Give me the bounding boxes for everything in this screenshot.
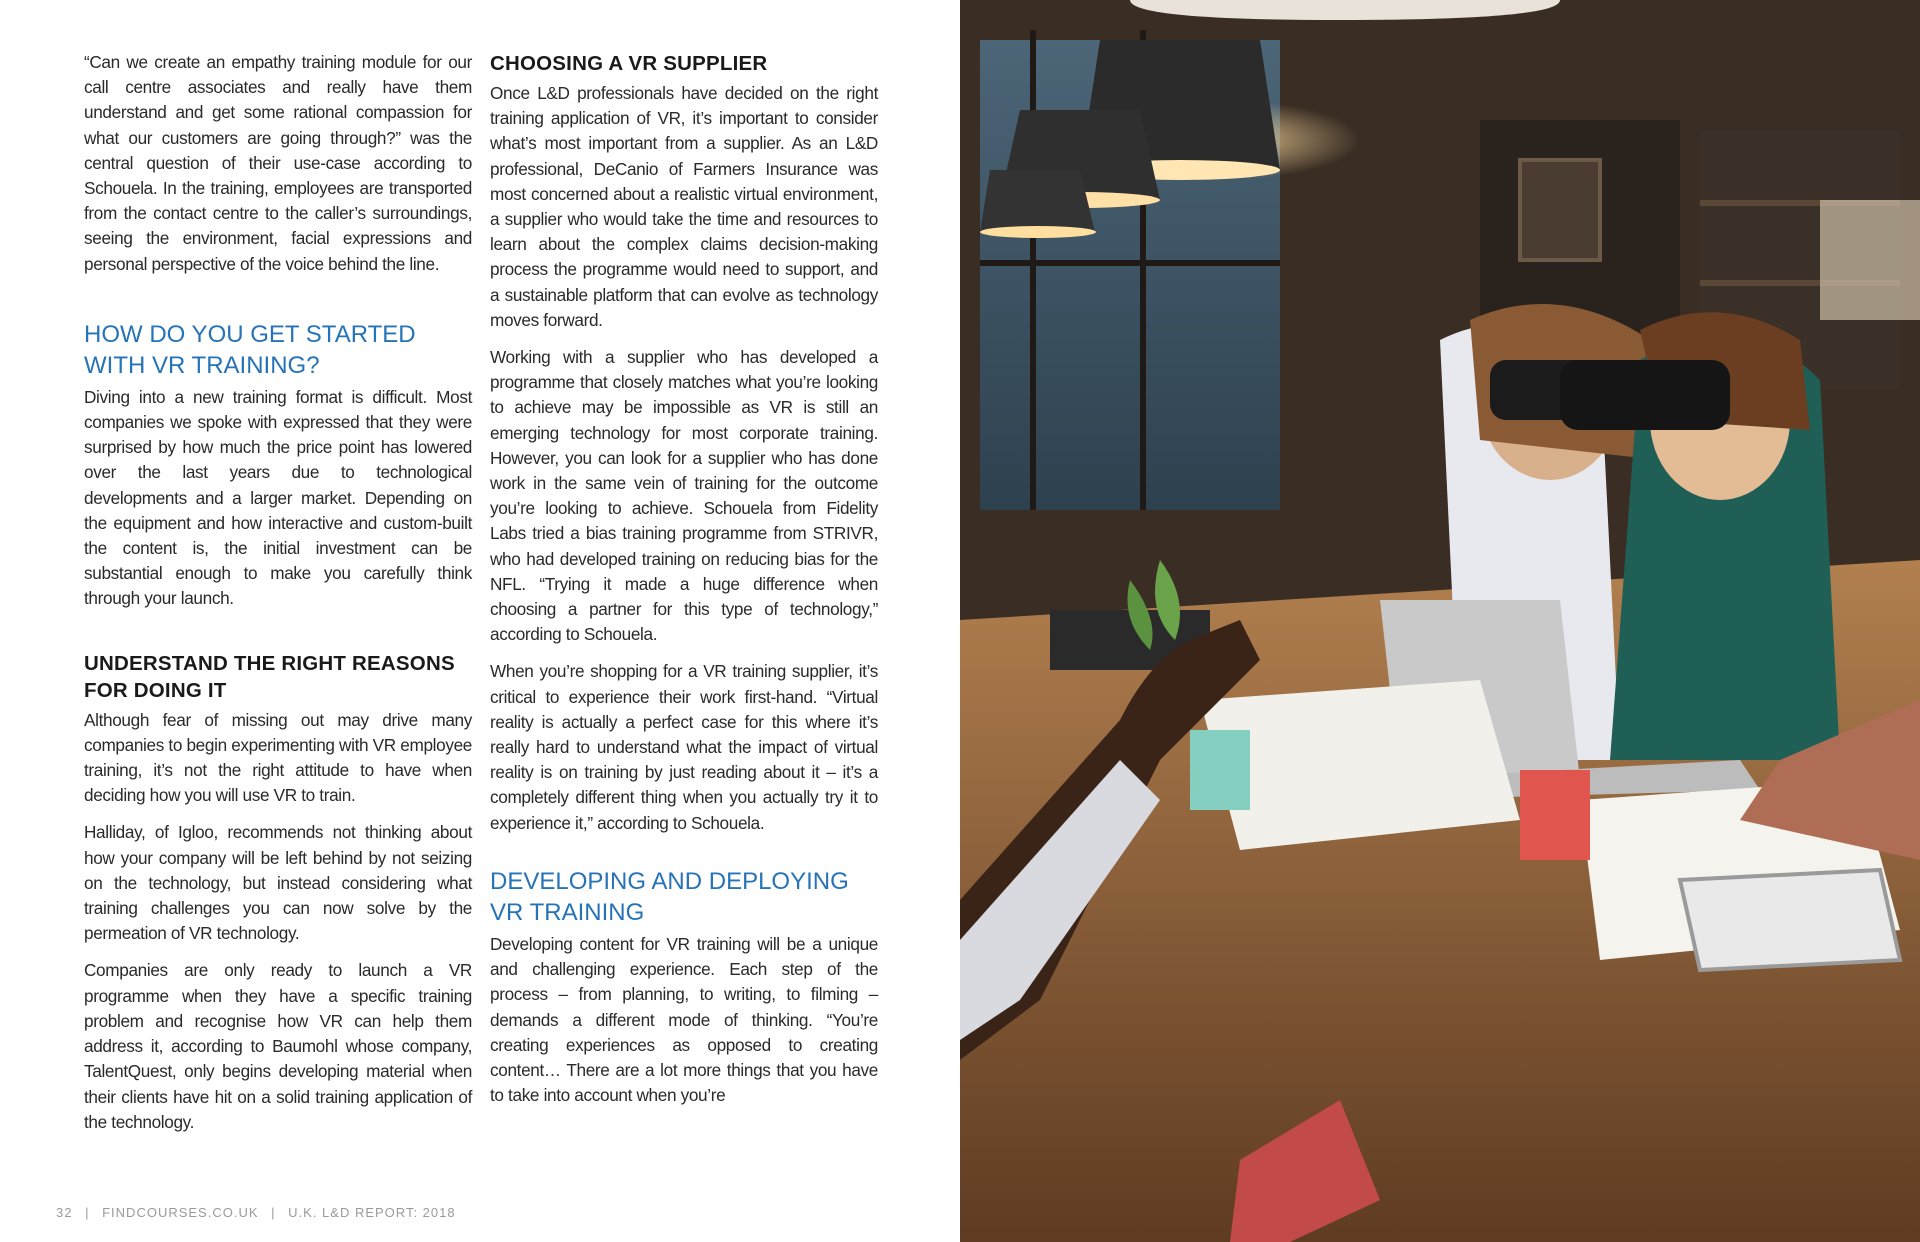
heading-get-started: HOW DO YOU GET STARTED WITH VR TRAINING? (84, 320, 416, 379)
supplier-paragraph-1: Once L&D professionals have decided on the right training application of VR, it’s important to consider what’s most important from a supplier. As an L&D professional, DeCanio of Farmers Insurance was most concerned about a realistic virtual environment, a supplier who would take the time and resources to learn about the complex claims decision-making process the programme would need to support, and a sustainable platform that can evolve as technology moves forward. (490, 83, 878, 330)
reasons-paragraph-3: Companies are only ready to launch a VR programme when they have a specific training problem and recognise how VR can help them address it, according to Baumohl whose company, TalentQuest, only begins developing material when their clients have hit on a solid training application of the technology. (84, 960, 472, 1132)
footer-report: U.K. L&D REPORT: 2018 (288, 1205, 456, 1220)
get-started-paragraph: Diving into a new training format is difficult. Most companies we spoke with expressed that they were surprised by how much the price point has lowered over the last years due to technological developments and a larger market. Depending on the equipment and how interactive and custom-built the content is, the initial investment can be substantial enough to make you carefully think through your launch. (84, 386, 472, 609)
page-footer (56, 1205, 464, 1220)
developing-paragraph: Developing content for VR training will be a unique and challenging experience. Each step of the process – from planning, to writing, to filming – demands a different mode of thinking. “You’re creating experiences as opposed to creating content… There are a lot more things that you have to take into account when you’re (490, 933, 878, 1106)
footer-separator-2: | (271, 1205, 276, 1220)
photo-illustration (960, 0, 1920, 1242)
left-column (84, 50, 472, 1147)
footer-site: FINDCOURSES.CO.UK (102, 1205, 259, 1220)
intro-paragraph: “Can we create an empathy training module for our call centre associates and really have them understand and get some rational compassion for what our customers are going through?” was the central question of their use-case according to Schouela. In the training, employees are transported from the contact centre to the caller’s surroundings, seeing the environment, facial expressions and personal perspective of the voice behind the line. (84, 52, 472, 274)
heading-developing: DEVELOPING AND DEPLOYING VR TRAINING (490, 867, 849, 926)
footer-page-number: 32 (56, 1205, 73, 1220)
reasons-paragraph-2: Halliday, of Igloo, recommends not thinking about how your company will be left behind by not seizing on the technology, but instead considering what training challenges you can now solve by the permeation of VR technology. (84, 822, 472, 944)
footer-separator: | (85, 1205, 90, 1220)
heading-supplier: CHOOSING A VR SUPPLIER (490, 52, 768, 75)
right-column (490, 50, 878, 1120)
reasons-paragraph-1: Although fear of missing out may drive many companies to begin experimenting with VR employee training, it’s not the right attitude to have when deciding how you will use VR to train. (84, 709, 472, 806)
supplier-paragraph-3: When you’re shopping for a VR training supplier, it’s critical to experience their work first-hand. “Virtual reality is actually a perfect case for this where it’s really hard to understand what the impact of virtual reality is on training by just reading about it – it’s a completely different thing when you actually try it to experience it,” according to Schouela. (490, 661, 878, 833)
heading-right-reasons: UNDERSTAND THE RIGHT REASONS FOR DOING IT (84, 651, 455, 702)
supplier-paragraph-2: Working with a supplier who has developed a programme that closely matches what you’re looking to achieve may be impossible as VR is still an emerging technology for most corporate training. However, you can look for a supplier who has done work in the same vein of training for the outcome you’re looking to achieve. Schouela from Fidelity Labs tried a bias training programme from STRIVR, who had developed training on reducing bias for the NFL. “Trying it made a huge difference when choosing a partner for this type of technology,” according to Schouela. (490, 347, 878, 645)
vr-training-photo (960, 0, 1920, 1242)
